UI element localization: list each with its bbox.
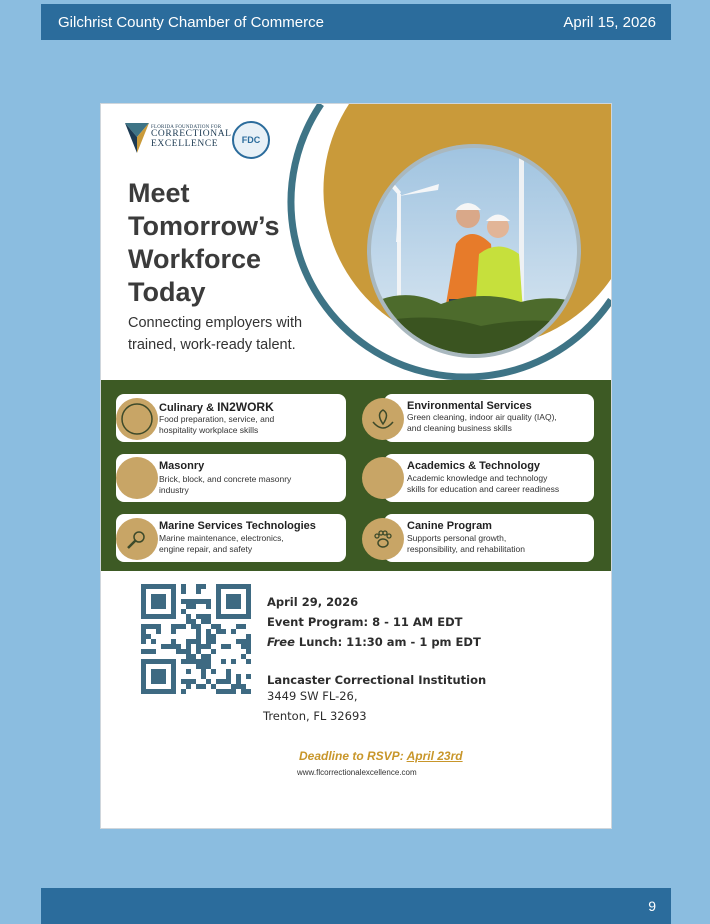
qr-module bbox=[246, 644, 251, 649]
qr-module bbox=[151, 649, 156, 654]
qr-module bbox=[141, 609, 146, 614]
qr-module bbox=[231, 604, 236, 609]
qr-module bbox=[156, 614, 161, 619]
qr-module bbox=[171, 674, 176, 679]
qr-module bbox=[236, 624, 241, 629]
qr-module bbox=[196, 684, 201, 689]
qr-module bbox=[236, 639, 241, 644]
qr-module bbox=[186, 679, 191, 684]
qr-module bbox=[246, 659, 251, 664]
subheading: Connecting employers with trained, work-ready talent. bbox=[128, 315, 303, 353]
qr-module bbox=[156, 629, 161, 634]
qr-module bbox=[161, 599, 166, 604]
qr-module bbox=[171, 689, 176, 694]
qr-module bbox=[141, 599, 146, 604]
qr-module bbox=[156, 659, 161, 664]
qr-module bbox=[206, 604, 211, 609]
qr-module bbox=[246, 649, 251, 654]
qr-module bbox=[171, 589, 176, 594]
qr-module bbox=[186, 604, 191, 609]
book-icon bbox=[362, 457, 404, 499]
qr-module bbox=[246, 634, 251, 639]
qr-module bbox=[181, 689, 186, 694]
qr-module bbox=[226, 644, 231, 649]
qr-module bbox=[226, 594, 231, 599]
qr-module bbox=[216, 584, 221, 589]
event-program-time: Event Program: 8 - 11 AM EDT bbox=[267, 615, 463, 629]
qr-module bbox=[236, 594, 241, 599]
plate-icon bbox=[116, 398, 158, 440]
qr-module bbox=[186, 649, 191, 654]
qr-module bbox=[151, 689, 156, 694]
qr-module bbox=[191, 619, 196, 624]
qr-module bbox=[221, 644, 226, 649]
qr-module bbox=[221, 679, 226, 684]
qr-module bbox=[201, 674, 206, 679]
qr-module bbox=[156, 679, 161, 684]
qr-module bbox=[226, 599, 231, 604]
qr-module bbox=[231, 599, 236, 604]
qr-module bbox=[151, 599, 156, 604]
logo-line-3: EXCELLENCE bbox=[151, 138, 219, 149]
qr-module bbox=[196, 614, 201, 619]
qr-module bbox=[211, 634, 216, 639]
qr-module bbox=[166, 689, 171, 694]
qr-module bbox=[246, 639, 251, 644]
qr-module bbox=[231, 594, 236, 599]
qr-module bbox=[171, 639, 176, 644]
brick-icon bbox=[116, 457, 158, 499]
rsvp-deadline: Deadline to RSVP: April 23rd bbox=[299, 749, 463, 763]
qr-module bbox=[186, 619, 191, 624]
qr-module bbox=[181, 659, 186, 664]
qr-module bbox=[141, 634, 146, 639]
qr-module bbox=[221, 659, 226, 664]
qr-module bbox=[151, 614, 156, 619]
qr-module bbox=[191, 639, 196, 644]
qr-module bbox=[186, 639, 191, 644]
program-desc: Academic knowledge and technology skills for education and career readiness bbox=[407, 473, 560, 494]
qr-module bbox=[151, 584, 156, 589]
program-desc: Supports personal growth, responsibility, and rehabilitation bbox=[407, 533, 525, 554]
qr-module bbox=[146, 614, 151, 619]
qr-module bbox=[186, 654, 191, 659]
programs-band bbox=[101, 380, 612, 571]
qr-module bbox=[241, 614, 246, 619]
qr-module bbox=[141, 604, 146, 609]
qr-module bbox=[196, 659, 201, 664]
qr-module bbox=[191, 604, 196, 609]
qr-module bbox=[186, 659, 191, 664]
qr-module bbox=[166, 584, 171, 589]
qr-module bbox=[241, 654, 246, 659]
qr-module bbox=[201, 614, 206, 619]
qr-module bbox=[181, 599, 186, 604]
qr-module bbox=[201, 669, 206, 674]
paw-icon bbox=[362, 518, 404, 560]
qr-module bbox=[246, 584, 251, 589]
qr-module bbox=[201, 619, 206, 624]
qr-module bbox=[176, 644, 181, 649]
header-org: Gilchrist County Chamber of Commerce bbox=[58, 13, 324, 31]
qr-module bbox=[141, 624, 146, 629]
qr-module bbox=[166, 614, 171, 619]
qr-module bbox=[151, 669, 156, 674]
qr-module bbox=[241, 624, 246, 629]
qr-code[interactable] bbox=[141, 582, 251, 696]
qr-module bbox=[196, 634, 201, 639]
qr-module bbox=[151, 659, 156, 664]
qr-module bbox=[141, 584, 146, 589]
qr-module bbox=[206, 619, 211, 624]
qr-module bbox=[171, 609, 176, 614]
qr-module bbox=[161, 659, 166, 664]
qr-module bbox=[161, 614, 166, 619]
qr-module bbox=[191, 659, 196, 664]
qr-module bbox=[156, 584, 161, 589]
qr-module bbox=[141, 629, 146, 634]
qr-module bbox=[216, 609, 221, 614]
program-title: Masonry bbox=[159, 460, 205, 472]
qr-module bbox=[176, 649, 181, 654]
qr-module bbox=[186, 644, 191, 649]
qr-module bbox=[211, 684, 216, 689]
qr-module bbox=[141, 664, 146, 669]
qr-module bbox=[171, 659, 176, 664]
qr-module bbox=[241, 689, 246, 694]
qr-module bbox=[201, 584, 206, 589]
qr-module bbox=[176, 624, 181, 629]
qr-module bbox=[186, 599, 191, 604]
qr-module bbox=[186, 684, 191, 689]
qr-module bbox=[246, 689, 251, 694]
qr-module bbox=[196, 624, 201, 629]
qr-module bbox=[181, 649, 186, 654]
qr-module bbox=[201, 644, 206, 649]
qr-module bbox=[156, 674, 161, 679]
program-desc: Brick, block, and concrete masonry industry bbox=[159, 474, 292, 495]
qr-module bbox=[201, 599, 206, 604]
wrench-gear-icon bbox=[116, 518, 158, 560]
qr-module bbox=[221, 629, 226, 634]
qr-module bbox=[146, 659, 151, 664]
qr-module bbox=[211, 669, 216, 674]
qr-module bbox=[241, 644, 246, 649]
program-title: Culinary & IN2WORK bbox=[159, 400, 274, 414]
qr-module bbox=[171, 684, 176, 689]
qr-module bbox=[191, 679, 196, 684]
qr-module bbox=[196, 584, 201, 589]
qr-module bbox=[156, 594, 161, 599]
qr-module bbox=[161, 644, 166, 649]
qr-module bbox=[206, 629, 211, 634]
qr-module bbox=[206, 639, 211, 644]
qr-module bbox=[231, 684, 236, 689]
qr-module bbox=[146, 649, 151, 654]
program-title: Environmental Services bbox=[407, 400, 532, 412]
qr-module bbox=[196, 644, 201, 649]
qr-module bbox=[186, 614, 191, 619]
qr-module bbox=[206, 614, 211, 619]
qr-module bbox=[186, 669, 191, 674]
website-link[interactable]: www.flcorrectionalexcellence.com bbox=[297, 768, 417, 777]
logo-mark-icon bbox=[125, 121, 149, 153]
qr-module bbox=[216, 599, 221, 604]
qr-module bbox=[206, 599, 211, 604]
qr-module bbox=[236, 679, 241, 684]
qr-module bbox=[171, 604, 176, 609]
qr-module bbox=[146, 584, 151, 589]
qr-module bbox=[181, 589, 186, 594]
leaf-hands-icon bbox=[362, 398, 404, 440]
qr-module bbox=[206, 679, 211, 684]
qr-module bbox=[181, 609, 186, 614]
qr-module bbox=[211, 649, 216, 654]
qr-module bbox=[171, 664, 176, 669]
qr-module bbox=[206, 654, 211, 659]
logo-line-2: CORRECTIONAL bbox=[151, 129, 232, 139]
event-details bbox=[267, 592, 486, 690]
qr-module bbox=[161, 669, 166, 674]
qr-module bbox=[196, 664, 201, 669]
qr-module bbox=[211, 624, 216, 629]
qr-module bbox=[191, 654, 196, 659]
qr-module bbox=[171, 594, 176, 599]
headline: Meet Tomorrow’s Workforce Today bbox=[128, 178, 280, 307]
qr-module bbox=[246, 674, 251, 679]
qr-module bbox=[141, 639, 146, 644]
qr-module bbox=[226, 669, 231, 674]
qr-module bbox=[206, 659, 211, 664]
qr-module bbox=[171, 629, 176, 634]
qr-module bbox=[226, 604, 231, 609]
qr-module bbox=[196, 599, 201, 604]
qr-module bbox=[141, 674, 146, 679]
qr-module bbox=[161, 604, 166, 609]
qr-module bbox=[171, 584, 176, 589]
qr-module bbox=[201, 684, 206, 689]
qr-module bbox=[236, 674, 241, 679]
qr-module bbox=[231, 614, 236, 619]
foundation-logo bbox=[125, 121, 232, 153]
qr-module bbox=[161, 674, 166, 679]
qr-module bbox=[236, 599, 241, 604]
qr-module bbox=[221, 584, 226, 589]
event-date: April 29, 2026 bbox=[267, 595, 359, 609]
qr-module bbox=[216, 689, 221, 694]
program-title: Canine Program bbox=[407, 520, 492, 532]
qr-module bbox=[216, 679, 221, 684]
qr-module bbox=[216, 594, 221, 599]
qr-module bbox=[246, 599, 251, 604]
qr-module bbox=[246, 614, 251, 619]
qr-module bbox=[141, 684, 146, 689]
rsvp-date-link[interactable]: April 23rd bbox=[406, 749, 463, 763]
qr-module bbox=[151, 674, 156, 679]
qr-module bbox=[166, 659, 171, 664]
qr-module bbox=[191, 624, 196, 629]
qr-module bbox=[206, 664, 211, 669]
qr-module bbox=[241, 584, 246, 589]
qr-module bbox=[181, 679, 186, 684]
qr-module bbox=[226, 679, 231, 684]
header-date: April 15, 2026 bbox=[563, 13, 656, 31]
qr-module bbox=[151, 594, 156, 599]
qr-module bbox=[236, 684, 241, 689]
qr-module bbox=[141, 589, 146, 594]
qr-module bbox=[216, 614, 221, 619]
qr-module bbox=[246, 589, 251, 594]
qr-module bbox=[161, 584, 166, 589]
qr-module bbox=[246, 609, 251, 614]
qr-module bbox=[196, 639, 201, 644]
qr-module bbox=[196, 629, 201, 634]
qr-module bbox=[226, 614, 231, 619]
program-desc: Green cleaning, indoor air quality (IAQ), and cleaning business skills bbox=[407, 412, 557, 433]
qr-module bbox=[221, 614, 226, 619]
qr-module bbox=[241, 639, 246, 644]
qr-module bbox=[141, 679, 146, 684]
qr-module bbox=[191, 599, 196, 604]
program-desc: Food preparation, service, and hospitality workplace skills bbox=[159, 414, 275, 435]
qr-module bbox=[216, 624, 221, 629]
qr-module bbox=[171, 614, 176, 619]
qr-module bbox=[226, 674, 231, 679]
qr-module bbox=[146, 689, 151, 694]
qr-module bbox=[171, 669, 176, 674]
qr-module bbox=[226, 689, 231, 694]
fdc-seal: FDC bbox=[232, 121, 270, 159]
qr-module bbox=[246, 594, 251, 599]
qr-module bbox=[246, 604, 251, 609]
program-title: Marine Services Technologies bbox=[159, 520, 316, 532]
qr-module bbox=[141, 689, 146, 694]
qr-module bbox=[231, 689, 236, 694]
qr-module bbox=[231, 659, 236, 664]
qr-module bbox=[231, 584, 236, 589]
program-title: Academics & Technology bbox=[407, 460, 541, 472]
qr-module bbox=[171, 624, 176, 629]
page-number: 9 bbox=[648, 898, 656, 914]
event-lunch-time: Free Lunch: 11:30 am - 1 pm EDT bbox=[267, 635, 481, 649]
qr-module bbox=[201, 654, 206, 659]
qr-module bbox=[156, 669, 161, 674]
qr-module bbox=[156, 604, 161, 609]
qr-module bbox=[201, 664, 206, 669]
qr-module bbox=[181, 624, 186, 629]
logo-line-1: FLORIDA FOUNDATION FOR bbox=[151, 125, 222, 130]
qr-module bbox=[156, 624, 161, 629]
qr-module bbox=[146, 634, 151, 639]
page-footer bbox=[41, 888, 671, 924]
qr-module bbox=[171, 679, 176, 684]
qr-module bbox=[141, 649, 146, 654]
qr-module bbox=[221, 689, 226, 694]
qr-module bbox=[161, 689, 166, 694]
qr-module bbox=[171, 644, 176, 649]
qr-module bbox=[151, 624, 156, 629]
qr-module bbox=[151, 604, 156, 609]
qr-module bbox=[236, 604, 241, 609]
qr-module bbox=[156, 599, 161, 604]
qr-module bbox=[236, 584, 241, 589]
qr-module bbox=[141, 659, 146, 664]
qr-module bbox=[151, 639, 156, 644]
page-header bbox=[41, 4, 671, 40]
event-flyer bbox=[100, 103, 612, 829]
qr-module bbox=[141, 669, 146, 674]
qr-module bbox=[141, 594, 146, 599]
qr-module bbox=[196, 589, 201, 594]
qr-module bbox=[211, 639, 216, 644]
qr-module bbox=[231, 629, 236, 634]
qr-module bbox=[141, 614, 146, 619]
qr-module bbox=[161, 594, 166, 599]
qr-module bbox=[241, 684, 246, 689]
qr-module bbox=[151, 679, 156, 684]
qr-module bbox=[166, 644, 171, 649]
qr-module bbox=[216, 589, 221, 594]
qr-module bbox=[216, 629, 221, 634]
qr-module bbox=[226, 584, 231, 589]
qr-module bbox=[206, 634, 211, 639]
qr-module bbox=[156, 689, 161, 694]
event-venue: Lancaster Correctional Institution bbox=[267, 673, 487, 687]
qr-module bbox=[161, 679, 166, 684]
qr-module bbox=[236, 614, 241, 619]
qr-module bbox=[201, 659, 206, 664]
qr-module bbox=[181, 584, 186, 589]
qr-module bbox=[216, 604, 221, 609]
program-desc: Marine maintenance, electronics, engine repair, and safety bbox=[159, 533, 284, 554]
qr-module bbox=[206, 644, 211, 649]
qr-module bbox=[146, 624, 151, 629]
qr-module bbox=[171, 599, 176, 604]
qr-module bbox=[196, 649, 201, 654]
event-address: 3449 SW FL-26, Trenton, FL 32693 bbox=[263, 689, 367, 723]
